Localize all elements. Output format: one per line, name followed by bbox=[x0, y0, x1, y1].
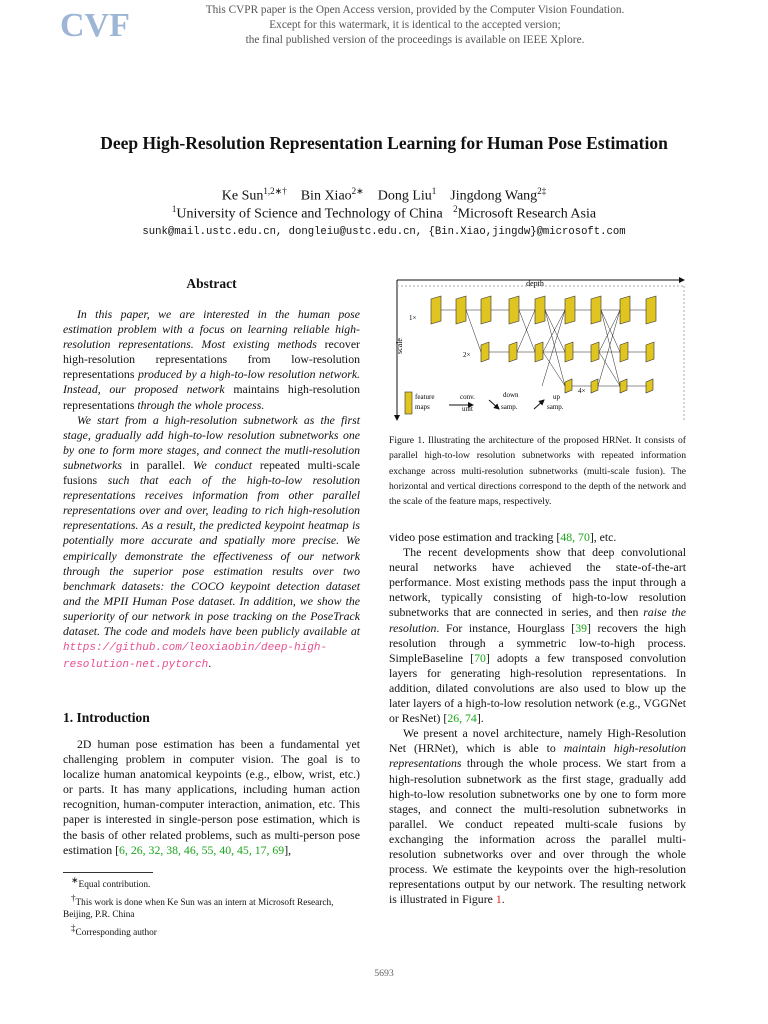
svg-text:unit: unit bbox=[462, 405, 473, 413]
code-link[interactable]: https://github.com/leoxiaobin/deep-high-resolution-net.pytorch bbox=[63, 642, 328, 672]
feature-map-block bbox=[646, 296, 656, 324]
page-number: 5693 bbox=[374, 968, 394, 979]
abstract-heading: Abstract bbox=[186, 276, 237, 291]
paper-title: Deep High-Resolution Representation Learning for Human Pose Estimation bbox=[100, 133, 668, 153]
affiliations: $^1$University of Science and Technology of China $^2$Microsoft Research Asia bbox=[171, 204, 597, 222]
citation[interactable]: 6, 26, 32, 38, 46, 55, 40, 45, 17, 69 bbox=[119, 842, 285, 857]
section-heading-introduction: 1. Introduction bbox=[63, 710, 150, 725]
feature-map-block bbox=[591, 379, 598, 393]
intro-paragraph: 2D human pose estimation has been a fundamental yet challenging problem in computer vision. The goal is to localize human anatomical keypoints (e.g., elbow, wrist, etc.) or parts. It has many applications, including human action recognition, human-computer interaction, animation, etc. This paper is interested in single-person pose estimation, which is the basis of other related problems, such as multi-person pose estimation [6, 26, 32, 38, 46, 55, 40, 45, 17, 69], bbox=[63, 737, 360, 857]
feature-map-block bbox=[431, 296, 441, 324]
connection-line bbox=[517, 310, 535, 352]
feature-map-block bbox=[481, 296, 491, 324]
footnotes: ∗Equal contribution. †This work is done when Ke Sun was an intern at Microsoft Research, Beijing, P.R. China ‡Corresponding author bbox=[63, 875, 334, 938]
feature-map-block bbox=[620, 342, 628, 362]
connection-line bbox=[601, 310, 620, 386]
citation[interactable]: 39 bbox=[575, 620, 587, 635]
connection-line bbox=[519, 310, 535, 352]
feature-map-block bbox=[456, 296, 466, 324]
citation[interactable]: 26, 74 bbox=[447, 711, 477, 726]
feature-map-block bbox=[535, 296, 545, 324]
depth-axis-label: depth bbox=[526, 279, 544, 288]
connection-line bbox=[599, 352, 620, 386]
cvf-logo bbox=[58, 6, 148, 40]
citation[interactable]: 48, 70 bbox=[560, 530, 590, 544]
svg-text:conv.: conv. bbox=[460, 393, 475, 401]
svg-text:up: up bbox=[553, 393, 560, 401]
right-column-body: video pose estimation and tracking [48, 70], etc. The recent developments show that deep convolutional neural networks have achieved the state-of-the-art performance. Most existing methods pass the input through a network, typically consisting of high-to-low resolution subnetworks that are connected in series, and then raise the resolution. For instance, Hourglass [39] recovers the high resolution through a symmetric low-to-high process. SimpleBaseline [70] adopts a few transposed convolution layers for generating high-resolution representations. In addition, dilated convolutions are also used to blow up the later layers of a high-to-low resolution network (e.g., VGGNet or ResNet) [26, 74]. We present a novel architecture, namely High-Resolution Net (HRNet), which is able to maintain high-resolution representations through the whole process. We start from a high-resolution subnetwork as the first stage, gradually add high-to-low resolution subnetworks one by one to form more stages, and connect the multi-resolution subnetworks in parallel. We conduct repeated multi-scale fusions by exchanging the information across the parallel multi-resolution subnetworks over and over through the whole process. We estimate the keypoints over the high-resolution representations output by our network. The resulting network is illustrated in Figure 1. bbox=[389, 530, 687, 907]
abstract-body: In this paper, we are interested in the human pose estimation problem with a focus on learning reliable high-resolution representations. Most existing methods recover high-resolution representations from low-resolution representations produced by a high-to-low resolution network. Instead, our proposed network maintains high-resolution representations through the whole process. We start from a high-resolution subnetwork as the first stage, gradually add high-to-low resolution subnetworks one by one to form more stages, and connect the mutli-resolution subnetworks in parallel. We conduct repeated multi-scale fusions such that each of the high-to-low resolution representations receives information from other parallel representations over and over, leading to rich high-resolution representations. As a result, the predicted keypoint heatmap is potentially more accurate and spatially more precise. We empirically demonstrate the effectiveness of our network through the superior pose estimation results over two benchmark datasets: the COCO keypoint detection dataset and the MPII Human Pose dataset. In addition, we show the superiority of our network in pose tracking on the PoseTrack dataset. The code and models have been publicly available at https://github.com/leoxiaobin/deep-high-resolution-net.pytorch. bbox=[63, 307, 361, 672]
svg-text:down: down bbox=[503, 391, 519, 399]
citation[interactable]: 70 bbox=[474, 650, 486, 665]
feature-map-block bbox=[620, 379, 627, 393]
author-name: Bin Xiao bbox=[300, 188, 352, 204]
feature-map-block bbox=[646, 342, 654, 362]
author-list: Ke Sun$^{1,2∗\dagger}$ Bin Xiao$^{2∗}$ Dong Liu$^1$ Jingdong Wang$^{2\ddagger}$ bbox=[221, 186, 547, 204]
watermark-line-2: Except for this watermark, it is identical to the accepted version; bbox=[269, 19, 561, 31]
figure-reference[interactable]: 1 bbox=[495, 892, 502, 907]
author-emails: sunk@mail.ustc.edu.cn, dongleiu@ustc.edu.cn, {Bin.Xiao,jingdw}@microsoft.com bbox=[142, 226, 626, 238]
hrnet-architecture-figure bbox=[389, 276, 689, 424]
connection-line bbox=[601, 310, 620, 352]
scale-axis-label: scale bbox=[395, 338, 404, 354]
feature-map-block bbox=[591, 342, 599, 362]
scale-4x-label: 4× bbox=[578, 387, 586, 395]
svg-text:samp.: samp. bbox=[501, 403, 518, 411]
feature-map-block bbox=[509, 296, 519, 324]
feature-map-block bbox=[565, 296, 575, 324]
figure-caption: Figure 1. Illustrating the architecture of the proposed HRNet. It consists of parallel high-to-low resolution subnetworks with repeated information exchange across multi-resolution subnetworks (multi-scale fusion). The horizontal and vertical directions correspond to the depth of the network and the scale of the feature maps, respectively. bbox=[389, 435, 686, 508]
cvf-logo-text: CVF bbox=[60, 7, 130, 40]
connection-line bbox=[598, 310, 620, 386]
feature-map-block bbox=[620, 296, 630, 324]
feature-map-block bbox=[565, 342, 573, 362]
connection-line bbox=[545, 310, 565, 386]
svg-text:feature: feature bbox=[415, 393, 435, 401]
scale-1x-label: 1× bbox=[409, 314, 417, 322]
connection-line bbox=[466, 310, 481, 352]
feature-map-block bbox=[535, 342, 543, 362]
svg-text:samp.: samp. bbox=[547, 403, 564, 411]
scale-2x-label: 2× bbox=[463, 351, 471, 359]
author-name: Dong Liu bbox=[377, 188, 432, 204]
author-name: Ke Sun bbox=[221, 188, 264, 204]
feature-map-block bbox=[565, 379, 572, 393]
feature-map-block bbox=[646, 379, 653, 393]
figure-legend bbox=[405, 391, 564, 414]
footnote-rule bbox=[63, 872, 153, 873]
author-name: Jingdong Wang bbox=[450, 188, 538, 204]
affiliation: Microsoft Research Asia bbox=[457, 206, 597, 222]
affiliation: University of Science and Technology of China bbox=[176, 206, 443, 222]
connection-line bbox=[545, 310, 565, 352]
watermark-line-1: This CVPR paper is the Open Access version, provided by the Computer Vision Foundation. bbox=[205, 4, 625, 16]
svg-text:maps: maps bbox=[415, 403, 430, 411]
feature-map-block bbox=[481, 342, 489, 362]
feature-map-blocks bbox=[431, 296, 656, 393]
feature-map-block bbox=[591, 296, 601, 324]
watermark-line-3: the final published version of the proceedings is available on IEEE Xplore. bbox=[245, 34, 585, 46]
connection-line bbox=[543, 352, 565, 386]
connection-line bbox=[542, 310, 565, 386]
feature-map-block bbox=[509, 342, 517, 362]
